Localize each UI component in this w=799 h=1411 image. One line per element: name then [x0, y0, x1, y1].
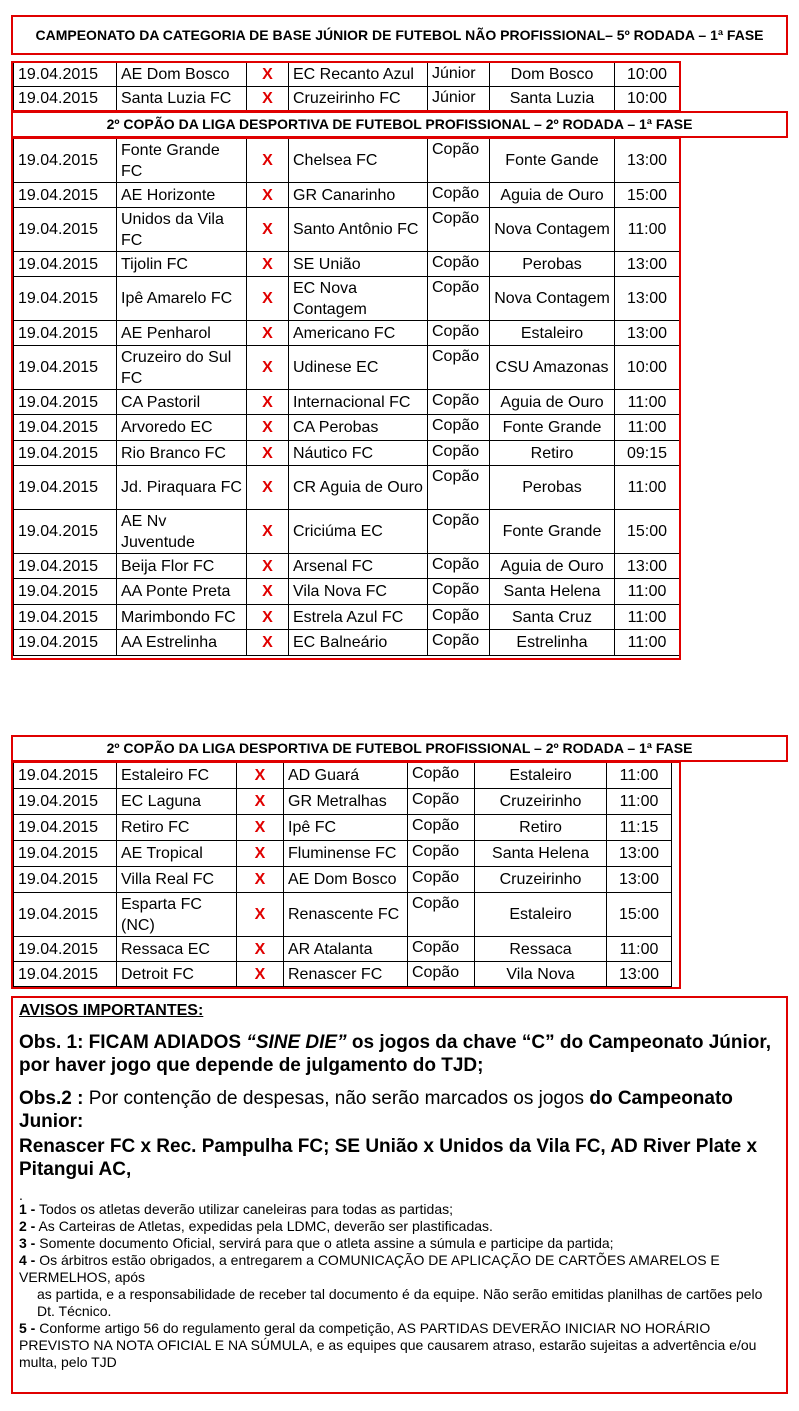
away-team: Santo Antônio FC — [289, 208, 428, 252]
notice-item-text: as partida, e a responsabilidade de receber tal documento é da equipe. Não serão emitidas planilhas de cartões pelo Dt. Técnico. — [37, 1286, 763, 1319]
game-row — [14, 763, 672, 789]
versus-mark: X — [237, 867, 284, 893]
away-team: Náutico FC — [289, 441, 428, 466]
game-row — [14, 962, 672, 987]
away-team: Chelsea FC — [289, 139, 428, 183]
away-team: AD Guará — [284, 763, 408, 789]
home-team: AE Dom Bosco — [117, 63, 247, 87]
versus-mark: X — [237, 937, 284, 962]
game-row — [14, 87, 790, 111]
notice-item-text: Todos os atletas deverão utilizar caneleiras para todas as partidas; — [35, 1201, 453, 1217]
obs1-lead: Obs. 1: FICAM ADIADOS — [19, 1032, 247, 1053]
notice-item-number: 4 - — [19, 1252, 36, 1268]
game-date: 19.04.2015 — [14, 815, 117, 841]
game-venue: Fonte Gande — [490, 139, 615, 183]
versus-mark: X — [247, 321, 289, 346]
game-date: 19.04.2015 — [14, 208, 117, 252]
home-team: EC Laguna — [117, 789, 237, 815]
game-date: 19.04.2015 — [14, 789, 117, 815]
game-date: 19.04.2015 — [14, 466, 117, 510]
game-date: 19.04.2015 — [14, 277, 117, 321]
game-category: Copão — [408, 815, 475, 841]
obs1-rest: os jogos da chave “C” do Campeonato Júnior, por haver jogo que depende de julgamento do TJD; — [19, 1032, 772, 1076]
game-row — [14, 252, 680, 277]
home-team: Detroit FC — [117, 962, 237, 987]
versus-mark: X — [247, 277, 289, 321]
game-category: Copão — [428, 466, 490, 510]
game-row — [14, 867, 672, 893]
game-venue: Dom Bosco — [490, 63, 615, 87]
game-time: 11:00 — [615, 415, 680, 441]
game-row — [14, 63, 790, 87]
game-category: Copão — [428, 605, 490, 630]
home-team: Ressaca EC — [117, 937, 237, 962]
away-team: Arsenal FC — [289, 554, 428, 579]
game-venue: Santa Cruz — [490, 605, 615, 630]
game-category: Júnior — [428, 87, 490, 111]
game-date: 19.04.2015 — [14, 441, 117, 466]
game-venue: Ressaca — [475, 937, 607, 962]
game-category: Copão — [428, 252, 490, 277]
game-row — [14, 346, 680, 390]
game-row — [14, 789, 672, 815]
versus-mark: X — [237, 789, 284, 815]
game-venue: Nova Contagem — [490, 208, 615, 252]
game-venue: Fonte Grande — [490, 510, 615, 554]
game-date: 19.04.2015 — [14, 893, 117, 937]
game-date: 19.04.2015 — [14, 321, 117, 346]
game-venue: Aguia de Ouro — [490, 183, 615, 208]
versus-mark: X — [247, 390, 289, 415]
home-team: AE Tropical — [117, 841, 237, 867]
game-venue: Retiro — [490, 441, 615, 466]
copao-section-header-box-2 — [11, 735, 788, 762]
obs2-lead: Obs.2 : — [19, 1088, 89, 1109]
game-date: 19.04.2015 — [14, 415, 117, 441]
away-team: CA Perobas — [289, 415, 428, 441]
copao-games-block-2 — [13, 762, 672, 987]
game-row — [14, 441, 680, 466]
away-team: GR Canarinho — [289, 183, 428, 208]
game-category: Copão — [408, 937, 475, 962]
notice-item-number: 3 - — [19, 1235, 36, 1251]
game-venue: Estaleiro — [490, 321, 615, 346]
game-time: 11:00 — [615, 630, 680, 656]
empty-cell — [680, 87, 790, 111]
game-row — [14, 893, 672, 937]
game-row — [14, 554, 680, 579]
notice-item — [19, 1235, 780, 1252]
game-category: Copão — [428, 139, 490, 183]
junior-section-title: CAMPEONATO DA CATEGORIA DE BASE JÚNIOR DE FUTEBOL NÃO PROFISSIONAL– 5º RODADA – 1ª FASE — [12, 16, 787, 54]
game-category: Copão — [428, 208, 490, 252]
home-team: Santa Luzia FC — [117, 87, 247, 111]
versus-mark: X — [247, 510, 289, 554]
away-team: SE União — [289, 252, 428, 277]
versus-mark: X — [237, 841, 284, 867]
game-date: 19.04.2015 — [14, 579, 117, 605]
obs2-plain: Por contenção de despesas, não serão marcados os jogos — [88, 1088, 590, 1109]
game-time: 11:00 — [607, 937, 672, 962]
game-date: 19.04.2015 — [14, 346, 117, 390]
copao-section-header-box-1 — [11, 111, 788, 138]
game-time: 15:00 — [615, 183, 680, 208]
game-row — [14, 390, 680, 415]
game-category: Júnior — [428, 63, 490, 87]
notices-title: AVISOS IMPORTANTES: — [19, 1002, 204, 1019]
game-category: Copão — [428, 554, 490, 579]
game-category: Copão — [408, 893, 475, 937]
home-team: Villa Real FC — [117, 867, 237, 893]
game-category: Copão — [428, 630, 490, 656]
copao-section-title-2: 2º COPÃO DA LIGA DESPORTIVA DE FUTEBOL PROFISSIONAL – 2º RODADA – 1ª FASE — [12, 736, 787, 761]
versus-mark: X — [247, 605, 289, 630]
game-date: 19.04.2015 — [14, 390, 117, 415]
copao-section-title-1: 2º COPÃO DA LIGA DESPORTIVA DE FUTEBOL PROFISSIONAL – 2º RODADA – 1ª FASE — [12, 112, 787, 137]
notice-item-number: 5 - — [19, 1320, 36, 1336]
away-team: CR Aguia de Ouro — [289, 466, 428, 510]
game-venue: Cruzeirinho — [475, 867, 607, 893]
game-time: 15:00 — [615, 510, 680, 554]
copao-games-table-1 — [13, 138, 680, 656]
game-row — [14, 630, 680, 656]
notice-item-number: 1 - — [19, 1201, 36, 1217]
versus-mark: X — [247, 63, 289, 87]
game-venue: Santa Helena — [475, 841, 607, 867]
game-time: 13:00 — [615, 277, 680, 321]
notice-item-text: Os árbitros estão obrigados, a entregarem a COMUNICAÇÃO DE APLICAÇÃO DE CARTÕES AMARELOS E VERMELHOS, após — [19, 1252, 720, 1285]
game-time: 10:00 — [615, 87, 680, 111]
obs2-bold: do Campeonato Junior: — [19, 1088, 733, 1132]
game-time: 11:00 — [607, 789, 672, 815]
game-category: Copão — [428, 277, 490, 321]
junior-games-block — [13, 62, 790, 111]
game-date: 19.04.2015 — [14, 252, 117, 277]
game-time: 11:00 — [615, 390, 680, 415]
game-date: 19.04.2015 — [14, 841, 117, 867]
versus-mark: X — [237, 893, 284, 937]
game-venue: Santa Luzia — [490, 87, 615, 111]
game-time: 15:00 — [607, 893, 672, 937]
game-date: 19.04.2015 — [14, 139, 117, 183]
game-venue: Nova Contagem — [490, 277, 615, 321]
game-venue: Cruzeirinho — [475, 789, 607, 815]
game-date: 19.04.2015 — [14, 937, 117, 962]
home-team: Cruzeiro do Sul FC — [117, 346, 247, 390]
game-time: 13:00 — [607, 841, 672, 867]
away-team: AR Atalanta — [284, 937, 408, 962]
game-category: Copão — [428, 183, 490, 208]
notice-item — [19, 1201, 780, 1218]
game-row — [14, 510, 680, 554]
game-venue: Retiro — [475, 815, 607, 841]
home-team: Ipê Amarelo FC — [117, 277, 247, 321]
game-time: 13:00 — [607, 867, 672, 893]
away-team: Vila Nova FC — [289, 579, 428, 605]
away-team: Americano FC — [289, 321, 428, 346]
game-row — [14, 321, 680, 346]
game-time: 11:00 — [607, 763, 672, 789]
game-category: Copão — [408, 962, 475, 987]
copao-games-body-1 — [14, 139, 680, 656]
home-team: Beija Flor FC — [117, 554, 247, 579]
game-category: Copão — [408, 763, 475, 789]
home-team: Retiro FC — [117, 815, 237, 841]
game-date: 19.04.2015 — [14, 763, 117, 789]
game-row — [14, 139, 680, 183]
game-venue: Estaleiro — [475, 893, 607, 937]
home-team: AE Nv Juventude — [117, 510, 247, 554]
game-time: 13:00 — [607, 962, 672, 987]
notice-item-text: As Carteiras de Atletas, expedidas pela LDMC, deverão ser plastificadas. — [35, 1218, 493, 1234]
notice-item — [19, 1252, 780, 1286]
away-team: Criciúma EC — [289, 510, 428, 554]
game-venue: Estrelinha — [490, 630, 615, 656]
away-team: Estrela Azul FC — [289, 605, 428, 630]
versus-mark: X — [237, 815, 284, 841]
versus-mark: X — [247, 252, 289, 277]
notice-items-list — [19, 1201, 780, 1371]
home-team: AE Penharol — [117, 321, 247, 346]
game-date: 19.04.2015 — [14, 87, 117, 111]
game-venue: Aguia de Ouro — [490, 390, 615, 415]
game-venue: Perobas — [490, 466, 615, 510]
versus-mark: X — [247, 139, 289, 183]
home-team: AA Estrelinha — [117, 630, 247, 656]
home-team: Esparta FC (NC) — [117, 893, 237, 937]
game-row — [14, 841, 672, 867]
game-time: 11:00 — [615, 579, 680, 605]
game-time: 11:15 — [607, 815, 672, 841]
copao-games-body-2 — [14, 763, 672, 987]
game-category: Copão — [408, 789, 475, 815]
home-team: Fonte Grande FC — [117, 139, 247, 183]
empty-cell — [680, 63, 790, 87]
game-date: 19.04.2015 — [14, 554, 117, 579]
away-team: GR Metralhas — [284, 789, 408, 815]
home-team: CA Pastoril — [117, 390, 247, 415]
game-venue: Estaleiro — [475, 763, 607, 789]
away-team: Fluminense FC — [284, 841, 408, 867]
game-category: Copão — [428, 579, 490, 605]
away-team: EC Recanto Azul — [289, 63, 428, 87]
game-time: 10:00 — [615, 63, 680, 87]
game-row — [14, 937, 672, 962]
obs1-paragraph — [19, 1031, 780, 1077]
away-team: AE Dom Bosco — [284, 867, 408, 893]
game-time: 11:00 — [615, 208, 680, 252]
junior-games-table — [13, 62, 790, 111]
notice-dot: . — [19, 1187, 23, 1203]
game-category: Copão — [408, 841, 475, 867]
game-category: Copão — [428, 415, 490, 441]
obs2-paragraph — [19, 1087, 780, 1133]
notice-item — [19, 1286, 780, 1320]
junior-games-body — [14, 63, 790, 111]
game-row — [14, 277, 680, 321]
home-team: Rio Branco FC — [117, 441, 247, 466]
game-date: 19.04.2015 — [14, 867, 117, 893]
game-category: Copão — [428, 510, 490, 554]
away-team: Udinese EC — [289, 346, 428, 390]
game-venue: Vila Nova — [475, 962, 607, 987]
game-time: 13:00 — [615, 321, 680, 346]
versus-mark: X — [247, 579, 289, 605]
notices-box — [11, 996, 788, 1394]
junior-section-header-box — [11, 15, 788, 55]
game-time: 10:00 — [615, 346, 680, 390]
game-row — [14, 415, 680, 441]
game-category: Copão — [428, 346, 490, 390]
away-team: EC Balneário — [289, 630, 428, 656]
game-date: 19.04.2015 — [14, 962, 117, 987]
home-team: AE Horizonte — [117, 183, 247, 208]
game-category: Copão — [428, 321, 490, 346]
game-row — [14, 605, 680, 630]
copao-games-block-1 — [13, 138, 680, 656]
game-date: 19.04.2015 — [14, 183, 117, 208]
obs1-sine-die: “SINE DIE” — [246, 1032, 347, 1053]
copao-games-table-2 — [13, 762, 672, 987]
obs2-games: Renascer FC x Rec. Pampulha FC; SE União x Unidos da Vila FC, AD River Plate x Pitangui AC, — [19, 1136, 758, 1180]
game-row — [14, 183, 680, 208]
away-team: Renascer FC — [284, 962, 408, 987]
versus-mark: X — [247, 87, 289, 111]
game-category: Copão — [428, 441, 490, 466]
game-venue: Aguia de Ouro — [490, 554, 615, 579]
versus-mark: X — [247, 183, 289, 208]
game-row — [14, 466, 680, 510]
notice-item — [19, 1320, 780, 1371]
notice-item — [19, 1218, 780, 1235]
versus-mark: X — [247, 554, 289, 579]
home-team: AA Ponte Preta — [117, 579, 247, 605]
home-team: Unidos da Vila FC — [117, 208, 247, 252]
game-row — [14, 208, 680, 252]
game-date: 19.04.2015 — [14, 630, 117, 656]
game-time: 13:00 — [615, 554, 680, 579]
notice-item-text: Conforme artigo 56 do regulamento geral da competição, AS PARTIDAS DEVERÃO INICIAR NO HORÁRIO PREVISTO NA NOTA OFICIAL E NA SÚMULA, e as equipes que causarem atraso, estarão sujeitas a advertência e/ou multa, pelo TJD — [19, 1320, 757, 1370]
copao-header-table-1 — [11, 111, 788, 138]
copao-header-table-2 — [11, 735, 788, 762]
versus-mark: X — [247, 441, 289, 466]
game-time: 13:00 — [615, 252, 680, 277]
game-date: 19.04.2015 — [14, 63, 117, 87]
junior-header-table — [11, 15, 788, 55]
game-row — [14, 815, 672, 841]
versus-mark: X — [247, 208, 289, 252]
away-team: Renascente FC — [284, 893, 408, 937]
away-team: EC Nova Contagem — [289, 277, 428, 321]
game-category: Copão — [408, 867, 475, 893]
home-team: Estaleiro FC — [117, 763, 237, 789]
game-time: 09:15 — [615, 441, 680, 466]
game-row — [14, 579, 680, 605]
versus-mark: X — [247, 415, 289, 441]
game-time: 11:00 — [615, 466, 680, 510]
game-date: 19.04.2015 — [14, 510, 117, 554]
versus-mark: X — [247, 346, 289, 390]
versus-mark: X — [237, 763, 284, 789]
versus-mark: X — [247, 630, 289, 656]
game-venue: Perobas — [490, 252, 615, 277]
home-team: Marimbondo FC — [117, 605, 247, 630]
away-team: Cruzeirinho FC — [289, 87, 428, 111]
game-venue: CSU Amazonas — [490, 346, 615, 390]
versus-mark: X — [247, 466, 289, 510]
home-team: Jd. Piraquara FC — [117, 466, 247, 510]
game-date: 19.04.2015 — [14, 605, 117, 630]
notice-item-number: 2 - — [19, 1218, 36, 1234]
game-category: Copão — [428, 390, 490, 415]
notice-item-text: Somente documento Oficial, servirá para que o atleta assine a súmula e participe da partida; — [35, 1235, 614, 1251]
away-team: Internacional FC — [289, 390, 428, 415]
game-venue: Santa Helena — [490, 579, 615, 605]
game-venue: Fonte Grande — [490, 415, 615, 441]
versus-mark: X — [237, 962, 284, 987]
home-team: Tijolin FC — [117, 252, 247, 277]
game-time: 13:00 — [615, 139, 680, 183]
away-team: Ipê FC — [284, 815, 408, 841]
game-time: 11:00 — [615, 605, 680, 630]
home-team: Arvoredo EC — [117, 415, 247, 441]
